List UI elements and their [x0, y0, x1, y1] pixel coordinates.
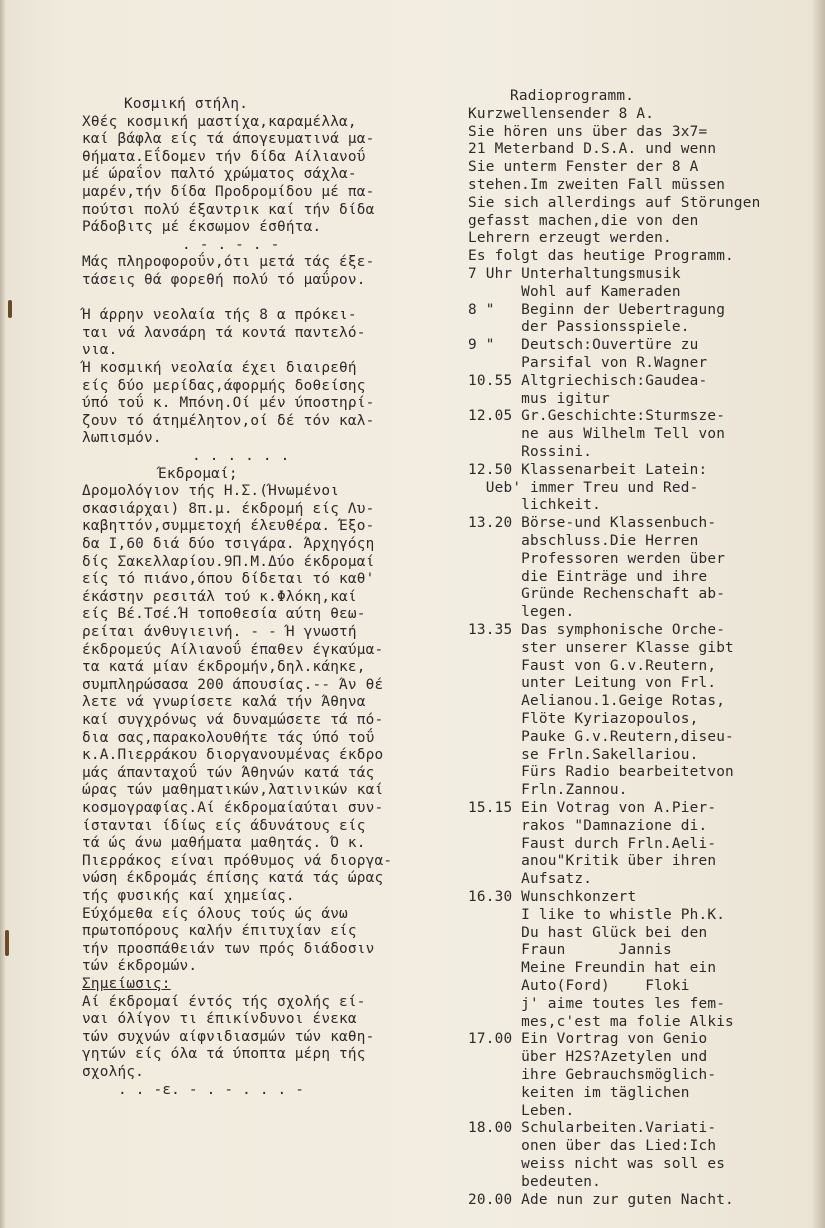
left-column-line: Εύχόμεθα είς όλους τούς ώς άνω	[82, 905, 348, 922]
right-column-line: Radioprogramm.	[510, 88, 635, 104]
left-column-line: Σημείωσις:	[82, 976, 171, 992]
left-column-line: μαρέν,τήν δίδα Προδρομίδου μέ πα-	[82, 184, 375, 200]
right-column-line: Fraun Jannis	[468, 942, 672, 959]
page-edge-shadow-left	[0, 0, 6, 1228]
right-column-line: 7 Uhr Unterhaltungsmusik	[468, 266, 681, 282]
left-column-line: είς δύο μερίδας,άφορμής δοθείσης	[82, 377, 366, 394]
right-column-line: unter Leitung von Frl.	[468, 675, 717, 692]
right-column-line: Meine Freundin hat ein	[468, 960, 717, 977]
left-column-line: ται νά λανσάρη τά κοντά παντελό-	[82, 324, 366, 341]
margin-ink-mark	[5, 930, 9, 956]
right-column-line: Sie sich allerdings auf Störungen	[468, 194, 761, 211]
left-column-line: έκάστην ρεσιτάλ τού κ.Φλόκη,καί	[82, 588, 357, 605]
left-column-line: μάς άπανταχοΰ τών Άθηνών κατά τάς	[82, 764, 375, 781]
right-column-line: I like to whistle Ph.K.	[468, 906, 726, 923]
left-column-line: Αί έκδρομαί έντός τής σχολής εί-	[82, 993, 366, 1010]
left-column-line: πούτσι πολύ έξαντρικ καί τήν δίδα	[82, 201, 375, 218]
left-column-line: ρείται άνθυγιεινή. - - Ή γνωστή	[82, 624, 357, 640]
right-column-line: 18.00 Schularbeiten.Variati-	[468, 1120, 717, 1137]
left-column-line: είς τό πιάνο,όπου δίδεται τό καθ'	[82, 571, 375, 588]
right-column-line: Flöte Kyriazopoulos,	[468, 711, 699, 727]
right-column-line: 9 " Deutsch:Ouvertüre zu	[468, 337, 699, 354]
right-column-line: mus igitur	[468, 390, 610, 407]
left-column-line: τάσεις θά φορεθή πολύ τό μαΰρον.	[82, 272, 366, 288]
left-column-line: Πιερράκος είναι πρόθυμος νά διοργα-	[82, 852, 393, 869]
right-column-line: Faust durch Frln.Aeli-	[468, 835, 717, 852]
right-column-line: 21 Meterband D.S.A. und wenn	[468, 141, 717, 158]
left-column-line: ζουν τό άτημέλητον,οί δέ τόν καλ-	[82, 412, 375, 429]
left-column-line: ίστανται ίδίως είς άδυνάτους είς	[82, 817, 366, 834]
right-column-line: 12.50 Klassenarbeit Latein:	[468, 461, 708, 478]
left-column-line: ύπό τοΰ κ. Μπόνη.Οί μέν ύποστηρί-	[82, 395, 375, 412]
margin-ink-mark	[8, 300, 12, 318]
right-column-line: ster unserer Klasse gibt	[468, 639, 734, 656]
right-column-line: 16.30 Wunschkonzert	[468, 889, 637, 905]
left-column-line: νια.	[82, 342, 118, 359]
left-column-line: τών συχνών αίφνιδιασμών τών καθη-	[82, 1028, 375, 1045]
right-column-line: abschluss.Die Herren	[468, 533, 699, 549]
left-column-line: θήματα.Εΐδομεν τήν δίδα Αίλιανοΰ	[82, 148, 366, 165]
left-column-line: δια σας,παρακολουθήτε τάς ύπό τοΰ	[82, 729, 375, 746]
left-column-line: τής φυσικής καί χημείας.	[82, 888, 295, 904]
left-column-line: Δρομολόγιον τής Η.Σ.(Ήνωμένοι	[82, 483, 340, 500]
left-column-line: καί βάφλα είς τά άπογευματινά μα-	[82, 131, 375, 148]
right-column-line: keiten im täglichen	[468, 1084, 690, 1101]
left-column-line: Ή άρρην νεολαία τής 8 α πρόκει-	[82, 307, 357, 324]
right-column-line: bedeuten.	[468, 1173, 601, 1190]
right-column-line: Sie unterm Fenster der 8 A	[468, 159, 699, 176]
right-column-line: 12.05 Gr.Geschichte:Sturmsze-	[468, 408, 726, 425]
right-column-line: stehen.Im zweiten Fall müssen	[468, 177, 726, 193]
right-column-line: Parsifal von R.Wagner	[468, 355, 708, 371]
left-column-line: τά ώς άνω μαθήματα μαθητάς. Ό κ.	[82, 835, 366, 852]
left-column-line: πρωτοπόρους καλήν έπιτυχίαν είς	[82, 923, 357, 940]
right-column-line: Sie hören uns über das 3x7=	[468, 123, 708, 140]
left-column-line: καβηττόν,συμμετοχή έλευθέρα. Έξο-	[82, 518, 375, 535]
left-column-line: τών έκδρομών.	[82, 958, 198, 975]
right-column-line: Leben.	[468, 1102, 575, 1119]
page-edge-shadow-right	[811, 0, 825, 1228]
left-column-line: Ή κοσμική νεολαία έχει διαιρεθή	[82, 360, 357, 376]
right-column-line: Es folgt das heutige Programm.	[468, 248, 734, 265]
left-column-line: μέ ώραΐον παλτό χρώματος σάχλα-	[82, 166, 357, 183]
right-column-line: Fürs Radio bearbeitetvon	[468, 764, 734, 781]
right-column-line: Professoren werden über	[468, 550, 726, 567]
left-column-line: είς Βέ.Τσέ.Ή τοποθεσία αύτη θεω-	[82, 606, 366, 623]
right-column-line: 17.00 Ein Vortrag von Genio	[468, 1031, 708, 1048]
right-column-line: Faust von G.v.Reutern,	[468, 657, 717, 674]
left-column-line: λετε νά γνωρίσετε καλά τήν Άθηνα	[82, 694, 366, 711]
left-column-line: τήν προσπάθειάν των πρός διάδοσιν	[82, 940, 375, 957]
left-column-line: σκασιάρχαι) 8π.μ. έκδρομή είς Λυ-	[82, 500, 375, 517]
right-column-line: mes,c'est ma folie Alkis	[468, 1013, 734, 1030]
left-column-line: έκδρομεύς Αίλιανοΰ έπαθεν έγκαύμα-	[82, 641, 384, 658]
right-column-line: die Einträge und ihre	[468, 568, 708, 585]
right-column-line: 10.55 Altgriechisch:Gaudea-	[468, 372, 708, 389]
left-column-line: δα Ι,60 διά δύο τσιγάρα. Άρχηγόςη	[82, 536, 375, 552]
left-column-line: σχολής.	[82, 1064, 145, 1080]
right-column-line: Lehrern erzeugt werden.	[468, 230, 672, 247]
left-column-line: καί συγχρόνως νά δυναμώσετε τά πό-	[82, 712, 384, 728]
left-column-line: λωπισμόν.	[82, 430, 162, 447]
left-column-line: Χθές κοσμική μαστίχα,καραμέλλα,	[82, 113, 357, 130]
right-column-line: 20.00 Ade nun zur guten Nacht.	[468, 1191, 734, 1208]
right-column-line: Ueb' immer Treu und Red-	[468, 479, 699, 496]
right-column-line: Du hast Glück bei den	[468, 924, 708, 941]
right-column-line: Aelianou.1.Geige Rotas,	[468, 693, 726, 710]
left-column-line: κ.Α.Πιερράκου διοργανουμένας έκδρο	[82, 747, 384, 764]
right-column-line: j' aime toutes les fem-	[468, 995, 726, 1012]
right-column-line: Gründe Rechenschaft ab-	[468, 586, 726, 603]
left-column-line: . . -ε. - . - . . . -	[118, 1081, 305, 1098]
right-column-line: 15.15 Ein Votrag von A.Pier-	[468, 800, 717, 816]
right-column-line: 13.35 Das symphonische Orche-	[468, 622, 726, 638]
left-column-line: συμπληρώσασα 200 άπουσίας.-- Άν θέ	[82, 676, 384, 693]
right-column-line: über H2S?Azetylen und	[468, 1049, 708, 1066]
left-column-line: τα κατά μίαν έκδρομήν,δηλ.κάηκε,	[82, 659, 366, 676]
left-column-line: . . . . . .	[192, 448, 290, 464]
left-column-line: Μάς πληροφοροΰν,ότι μετά τάς έξε-	[82, 254, 375, 271]
right-column-line: Frln.Zannou.	[468, 782, 628, 799]
right-column-line: ne aus Wilhelm Tell von	[468, 426, 726, 443]
right-column-line: der Passionsspiele.	[468, 319, 690, 336]
right-column-line: Rossini.	[468, 444, 593, 460]
right-column-line: se Frln.Sakellariou.	[468, 746, 699, 763]
left-column-line: δίς Σακελλαρίου.9Π.Μ.Δύο έκδρομαί	[82, 553, 375, 570]
left-column-line: ναι όλίγον τι έπικίνδυνοι ένεκα	[82, 1011, 357, 1028]
right-column-line: weiss nicht was soll es	[468, 1156, 726, 1172]
left-column-line: Έκδρομαί;	[158, 465, 238, 482]
right-column-line: rakos "Damnazione di.	[468, 817, 708, 834]
right-column-line: lichkeit.	[468, 497, 601, 514]
right-column-line: 8 " Beginn der Uebertragung	[468, 301, 726, 318]
left-column-line: νώση έκδρομάς έπίσης κατά τάς ώρας	[82, 870, 384, 887]
right-column-line: gefasst machen,die von den	[468, 212, 699, 229]
left-column-line: κοσμογραφίας.Αί έκδρομαίαύται συν-	[82, 800, 384, 816]
left-column-line: . - . - . -	[182, 236, 280, 253]
right-column-line: 13.20 Börse-und Klassenbuch-	[468, 515, 717, 532]
left-column-line: Κοσμική στήλη.	[124, 96, 249, 112]
right-column-line: onen über das Lied:Ich	[468, 1138, 717, 1155]
right-column-line: Aufsatz.	[468, 871, 593, 888]
left-column-line: ώρας τών μαθηματικών,λατινικών καί	[82, 782, 384, 799]
right-column-line: ihre Gebrauchsmöglich-	[468, 1067, 717, 1083]
left-column-line: γητών είς όλα τά ύποπτα μέρη τής	[82, 1046, 366, 1063]
right-column-line: Auto(Ford) Floki	[468, 978, 690, 994]
right-column-line: legen.	[468, 604, 575, 621]
right-column-line: anou"Kritik über ihren	[468, 853, 717, 870]
right-column-line: Kurzwellensender 8 A.	[468, 105, 655, 122]
left-column-line: Ράδοβιτς μέ έκσωμον έσθήτα.	[82, 219, 322, 236]
right-column-line: Wohl auf Kameraden	[468, 283, 681, 300]
right-column-line: Pauke G.v.Reutern,diseu-	[468, 728, 734, 745]
